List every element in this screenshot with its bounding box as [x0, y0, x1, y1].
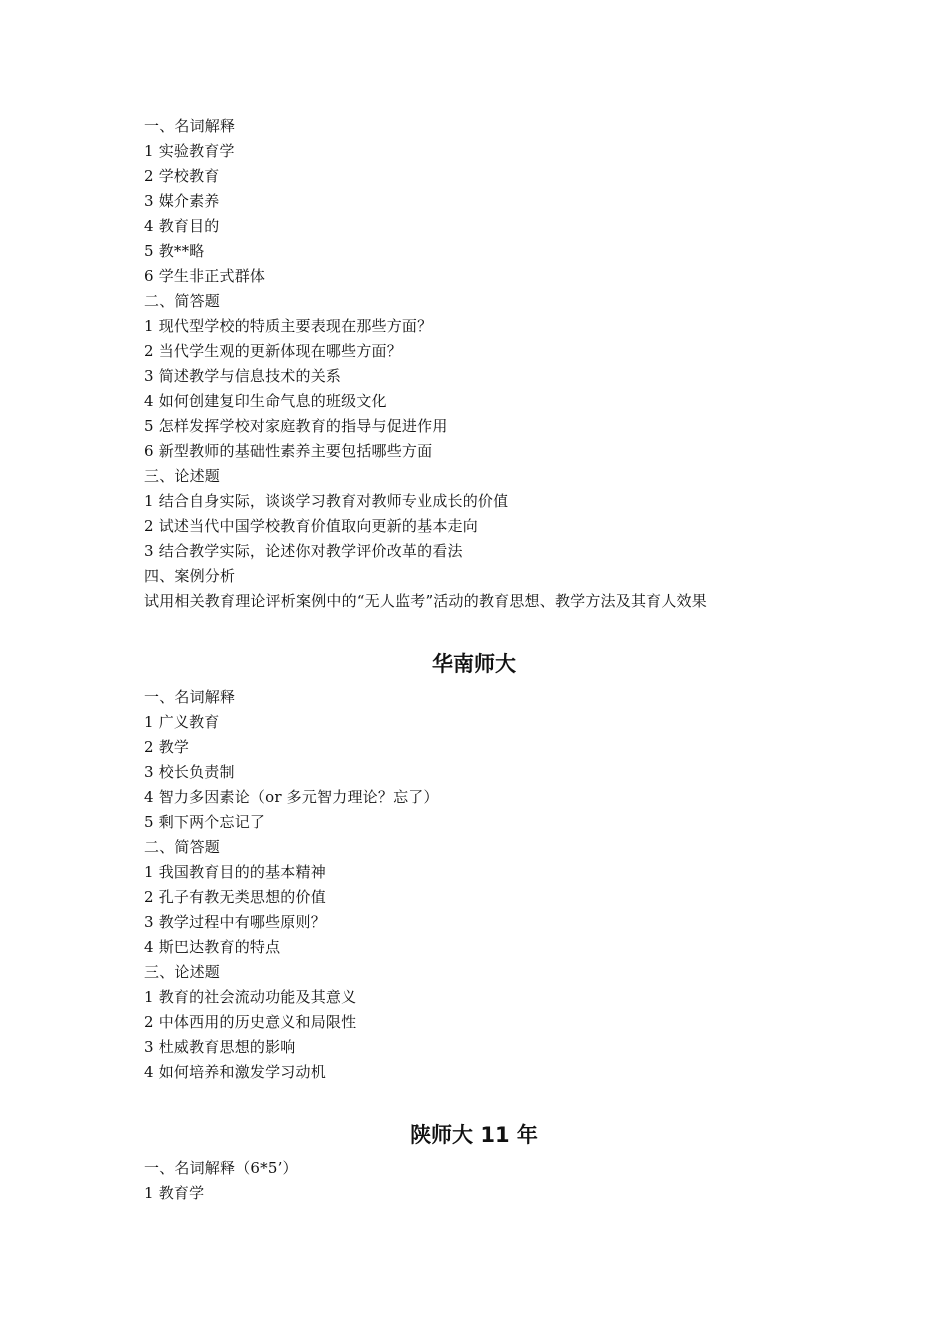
section-2 [144, 649, 824, 1085]
section-heading: 二、简答题 [144, 292, 221, 310]
question-item: 2 学校教育 [144, 167, 220, 185]
question-item: 2 当代学生观的更新体现在哪些方面？ [144, 342, 402, 360]
question-item: 4 智力多因素论（or 多元智力理论？忘了） [144, 788, 439, 806]
document-content [144, 114, 824, 1206]
section-heading: 一、名词解释 [144, 117, 236, 135]
question-item: 2 中体西用的历史意义和局限性 [144, 1013, 357, 1031]
question-item: 1 广义教育 [144, 713, 220, 731]
question-item: 6 学生非正式群体 [144, 267, 266, 285]
section-heading: 四、案例分析 [144, 567, 236, 585]
question-item: 6 新型教师的基础性素养主要包括哪些方面 [144, 442, 433, 460]
question-item: 4 如何培养和激发学习动机 [144, 1063, 326, 1081]
question-item: 3 简述教学与信息技术的关系 [144, 367, 342, 385]
school-title: 华南师大 [432, 652, 516, 676]
question-item: 3 校长负责制 [144, 763, 235, 781]
question-item: 1 实验教育学 [144, 142, 235, 160]
question-item: 3 教学过程中有哪些原则？ [144, 913, 326, 931]
question-item: 5 剩下两个忘记了 [144, 813, 266, 831]
section-heading: 三、论述题 [144, 963, 221, 981]
question-item: 2 孔子有教无类思想的价值 [144, 888, 326, 906]
question-item: 3 结合教学实际，论述你对教学评价改革的看法 [144, 542, 463, 560]
question-item: 试用相关教育理论评析案例中的“无人监考”活动的教育思想、教学方法及其育人效果 [144, 592, 707, 610]
question-item: 4 教育目的 [144, 217, 220, 235]
section-heading: 一、名词解释 [144, 688, 236, 706]
question-item: 5 教**略 [144, 242, 205, 260]
section-heading: 三、论述题 [144, 467, 221, 485]
question-item: 2 教学 [144, 738, 190, 756]
question-item: 1 教育学 [144, 1184, 205, 1202]
question-item: 5 怎样发挥学校对家庭教育的指导与促进作用 [144, 417, 448, 435]
question-item: 3 媒介素养 [144, 192, 220, 210]
section-heading: 二、简答题 [144, 838, 221, 856]
question-item: 1 我国教育目的的基本精神 [144, 863, 326, 881]
question-item: 4 斯巴达教育的特点 [144, 938, 281, 956]
section-3 [144, 1120, 824, 1206]
question-item: 1 教育的社会流动功能及其意义 [144, 988, 357, 1006]
question-item: 3 杜威教育思想的影响 [144, 1038, 296, 1056]
question-item: 1 现代型学校的特质主要表现在那些方面？ [144, 317, 433, 335]
question-item: 2 试述当代中国学校教育价值取向更新的基本走向 [144, 517, 478, 535]
school-title: 陕师大 11 年 [410, 1123, 538, 1147]
question-item: 4 如何创建复印生命气息的班级文化 [144, 392, 387, 410]
question-item: 1 结合自身实际，谈谈学习教育对教师专业成长的价值 [144, 492, 509, 510]
section-1 [144, 114, 824, 614]
section-heading: 一、名词解释（6*5’） [144, 1159, 298, 1177]
